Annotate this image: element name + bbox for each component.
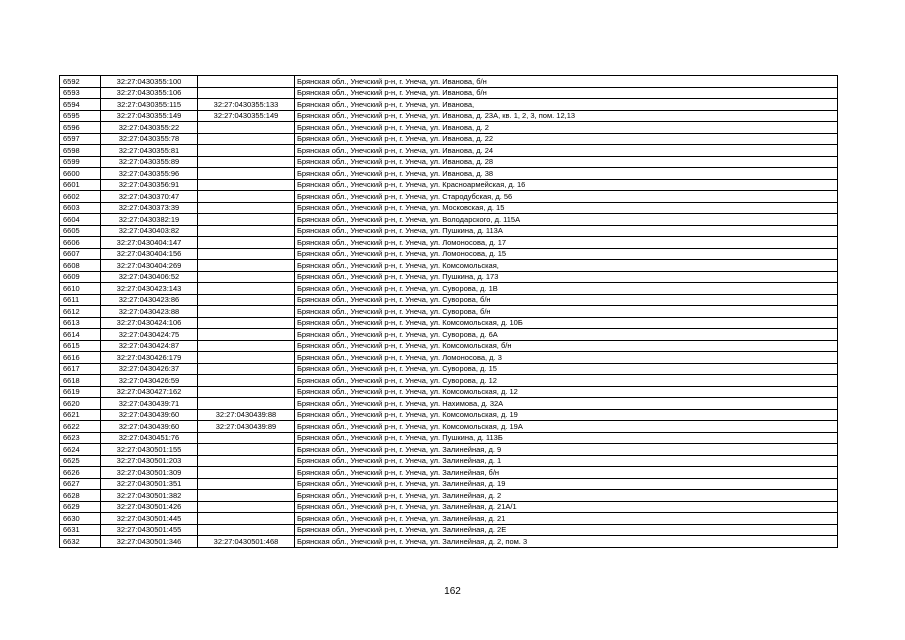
table-row (60, 179, 838, 191)
table-row (60, 329, 838, 341)
address-cell: Брянская обл., Унечский р-н, г. Унеча, ул. Суворова, д. 15 (295, 363, 838, 375)
address-cell: Брянская обл., Унечский р-н, г. Унеча, ул. Ломоносова, д. 17 (295, 237, 838, 249)
row-number-cell: 6593 (60, 87, 101, 99)
address-cell: Брянская обл., Унечский р-н, г. Унеча, ул. Иванова, б/н (295, 76, 838, 88)
previous-cadastral-number-cell (198, 478, 295, 490)
address-cell: Брянская обл., Унечский р-н, г. Унеча, ул. Нахимова, д. 32А (295, 398, 838, 410)
row-number-cell: 6604 (60, 214, 101, 226)
address-cell: Брянская обл., Унечский р-н, г. Унеча, ул. Комсомольская, б/н (295, 340, 838, 352)
cadastral-number-cell: 32:27:0430424:87 (101, 340, 198, 352)
previous-cadastral-number-cell (198, 524, 295, 536)
table-row (60, 294, 838, 306)
table-row (60, 202, 838, 214)
address-cell: Брянская обл., Унечский р-н, г. Унеча, ул. Залинейная, д. 9 (295, 444, 838, 456)
table-row (60, 524, 838, 536)
address-cell: Брянская обл., Унечский р-н, г. Унеча, ул. Залинейная, д. 2 (295, 490, 838, 502)
table-row (60, 237, 838, 249)
row-number-cell: 6608 (60, 260, 101, 272)
previous-cadastral-number-cell (198, 87, 295, 99)
previous-cadastral-number-cell (198, 145, 295, 157)
previous-cadastral-number-cell (198, 168, 295, 180)
cadastral-number-cell: 32:27:0430355:96 (101, 168, 198, 180)
table-row (60, 375, 838, 387)
previous-cadastral-number-cell (198, 271, 295, 283)
row-number-cell: 6610 (60, 283, 101, 295)
row-number-cell: 6632 (60, 536, 101, 548)
registry-table (59, 75, 838, 548)
table-row (60, 110, 838, 122)
cadastral-number-cell: 32:27:0430355:81 (101, 145, 198, 157)
cadastral-number-cell: 32:27:0430355:89 (101, 156, 198, 168)
previous-cadastral-number-cell (198, 317, 295, 329)
cadastral-number-cell: 32:27:0430439:71 (101, 398, 198, 410)
previous-cadastral-number-cell (198, 214, 295, 226)
row-number-cell: 6601 (60, 179, 101, 191)
row-number-cell: 6599 (60, 156, 101, 168)
previous-cadastral-number-cell (198, 294, 295, 306)
row-number-cell: 6629 (60, 501, 101, 513)
table-row (60, 271, 838, 283)
table-row (60, 432, 838, 444)
table-row (60, 352, 838, 364)
cadastral-number-cell: 32:27:0430501:445 (101, 513, 198, 525)
address-cell: Брянская обл., Унечский р-н, г. Унеча, ул. Иванова, б/н (295, 87, 838, 99)
address-cell: Брянская обл., Унечский р-н, г. Унеча, ул. Комсомольская, (295, 260, 838, 272)
cadastral-number-cell: 32:27:0430451:76 (101, 432, 198, 444)
cadastral-number-cell: 32:27:0430373:39 (101, 202, 198, 214)
cadastral-number-cell: 32:27:0430501:426 (101, 501, 198, 513)
table-row (60, 191, 838, 203)
previous-cadastral-number-cell (198, 156, 295, 168)
address-cell: Брянская обл., Унечский р-н, г. Унеча, ул. Суворова, б/н (295, 306, 838, 318)
address-cell: Брянская обл., Унечский р-н, г. Унеча, ул. Иванова, д. 2 (295, 122, 838, 134)
cadastral-number-cell: 32:27:0430439:60 (101, 421, 198, 433)
row-number-cell: 6623 (60, 432, 101, 444)
row-number-cell: 6618 (60, 375, 101, 387)
row-number-cell: 6622 (60, 421, 101, 433)
previous-cadastral-number-cell (198, 76, 295, 88)
row-number-cell: 6612 (60, 306, 101, 318)
cadastral-number-cell: 32:27:0430404:156 (101, 248, 198, 260)
previous-cadastral-number-cell (198, 444, 295, 456)
address-cell: Брянская обл., Унечский р-н, г. Унеча, ул. Ломоносова, д. 15 (295, 248, 838, 260)
row-number-cell: 6617 (60, 363, 101, 375)
table-row (60, 306, 838, 318)
address-cell: Брянская обл., Унечский р-н, г. Унеча, ул. Пушкина, д. 173 (295, 271, 838, 283)
address-cell: Брянская обл., Унечский р-н, г. Унеча, ул. Залинейная, д. 1 (295, 455, 838, 467)
previous-cadastral-number-cell (198, 237, 295, 249)
address-cell: Брянская обл., Унечский р-н, г. Унеча, ул. Залинейная, д. 21А/1 (295, 501, 838, 513)
row-number-cell: 6603 (60, 202, 101, 214)
cadastral-number-cell: 32:27:0430355:22 (101, 122, 198, 134)
cadastral-number-cell: 32:27:0430355:78 (101, 133, 198, 145)
row-number-cell: 6615 (60, 340, 101, 352)
table-row (60, 501, 838, 513)
cadastral-number-cell: 32:27:0430423:143 (101, 283, 198, 295)
address-cell: Брянская обл., Унечский р-н, г. Унеча, ул. Ломоносова, д. 3 (295, 352, 838, 364)
table-row (60, 513, 838, 525)
address-cell: Брянская обл., Унечский р-н, г. Унеча, ул. Иванова, д. 23А, кв. 1, 2, 3, пом. 12,13 (295, 110, 838, 122)
row-number-cell: 6628 (60, 490, 101, 502)
row-number-cell: 6621 (60, 409, 101, 421)
address-cell: Брянская обл., Унечский р-н, г. Унеча, ул. Залинейная, д. 2, пом. 3 (295, 536, 838, 548)
address-cell: Брянская обл., Унечский р-н, г. Унеча, ул. Комсомольская, д. 19А (295, 421, 838, 433)
cadastral-number-cell: 32:27:0430404:147 (101, 237, 198, 249)
previous-cadastral-number-cell (198, 329, 295, 341)
row-number-cell: 6606 (60, 237, 101, 249)
address-cell: Брянская обл., Унечский р-н, г. Унеча, ул. Комсомольская, д. 19 (295, 409, 838, 421)
address-cell: Брянская обл., Унечский р-н, г. Унеча, ул. Московская, д. 15 (295, 202, 838, 214)
address-cell: Брянская обл., Унечский р-н, г. Унеча, ул. Володарского, д. 115А (295, 214, 838, 226)
previous-cadastral-number-cell (198, 283, 295, 295)
address-cell: Брянская обл., Унечский р-н, г. Унеча, ул. Пушкина, д. 113Б (295, 432, 838, 444)
previous-cadastral-number-cell: 32:27:0430439:89 (198, 421, 295, 433)
table-row (60, 340, 838, 352)
address-cell: Брянская обл., Унечский р-н, г. Унеча, ул. Иванова, д. 28 (295, 156, 838, 168)
previous-cadastral-number-cell (198, 133, 295, 145)
previous-cadastral-number-cell (198, 248, 295, 260)
cadastral-number-cell: 32:27:0430427:162 (101, 386, 198, 398)
cadastral-number-cell: 32:27:0430355:149 (101, 110, 198, 122)
table-row (60, 214, 838, 226)
cadastral-number-cell: 32:27:0430424:106 (101, 317, 198, 329)
row-number-cell: 6595 (60, 110, 101, 122)
cadastral-number-cell: 32:27:0430424:75 (101, 329, 198, 341)
cadastral-number-cell: 32:27:0430426:59 (101, 375, 198, 387)
address-cell: Брянская обл., Унечский р-н, г. Унеча, ул. Иванова, (295, 99, 838, 111)
table-row (60, 122, 838, 134)
table-row (60, 99, 838, 111)
address-cell: Брянская обл., Унечский р-н, г. Унеча, ул. Суворова, д. 6А (295, 329, 838, 341)
previous-cadastral-number-cell (198, 455, 295, 467)
previous-cadastral-number-cell: 32:27:0430501:468 (198, 536, 295, 548)
table-row (60, 133, 838, 145)
row-number-cell: 6624 (60, 444, 101, 456)
cadastral-number-cell: 32:27:0430501:309 (101, 467, 198, 479)
address-cell: Брянская обл., Унечский р-н, г. Унеча, ул. Комсомольская, д. 10Б (295, 317, 838, 329)
row-number-cell: 6614 (60, 329, 101, 341)
row-number-cell: 6600 (60, 168, 101, 180)
address-cell: Брянская обл., Унечский р-н, г. Унеча, ул. Иванова, д. 38 (295, 168, 838, 180)
address-cell: Брянская обл., Унечский р-н, г. Унеча, ул. Залинейная, д. 21 (295, 513, 838, 525)
previous-cadastral-number-cell (198, 467, 295, 479)
address-cell: Брянская обл., Унечский р-н, г. Унеча, ул. Комсомольская, д. 12 (295, 386, 838, 398)
previous-cadastral-number-cell (198, 513, 295, 525)
previous-cadastral-number-cell (198, 363, 295, 375)
cadastral-number-cell: 32:27:0430423:88 (101, 306, 198, 318)
page-number: 162 (444, 586, 461, 597)
row-number-cell: 6627 (60, 478, 101, 490)
address-cell: Брянская обл., Унечский р-н, г. Унеча, ул. Суворова, б/н (295, 294, 838, 306)
cadastral-number-cell: 32:27:0430382:19 (101, 214, 198, 226)
table-row (60, 76, 838, 88)
row-number-cell: 6613 (60, 317, 101, 329)
previous-cadastral-number-cell (198, 122, 295, 134)
table-row (60, 317, 838, 329)
row-number-cell: 6607 (60, 248, 101, 260)
previous-cadastral-number-cell (198, 306, 295, 318)
row-number-cell: 6631 (60, 524, 101, 536)
previous-cadastral-number-cell (198, 398, 295, 410)
address-cell: Брянская обл., Унечский р-н, г. Унеча, ул. Суворова, д. 1В (295, 283, 838, 295)
previous-cadastral-number-cell: 32:27:0430439:88 (198, 409, 295, 421)
address-cell: Брянская обл., Унечский р-н, г. Унеча, ул. Залинейная, д. 2Е (295, 524, 838, 536)
cadastral-number-cell: 32:27:0430404:269 (101, 260, 198, 272)
cadastral-number-cell: 32:27:0430439:60 (101, 409, 198, 421)
cadastral-number-cell: 32:27:0430426:37 (101, 363, 198, 375)
table-row (60, 87, 838, 99)
previous-cadastral-number-cell (198, 386, 295, 398)
table-row (60, 156, 838, 168)
table-row (60, 409, 838, 421)
cadastral-number-cell: 32:27:0430501:346 (101, 536, 198, 548)
registry-table-body (60, 76, 838, 548)
address-cell: Брянская обл., Унечский р-н, г. Унеча, ул. Иванова, д. 24 (295, 145, 838, 157)
row-number-cell: 6619 (60, 386, 101, 398)
cadastral-number-cell: 32:27:0430423:86 (101, 294, 198, 306)
address-cell: Брянская обл., Унечский р-н, г. Унеча, ул. Иванова, д. 22 (295, 133, 838, 145)
cadastral-number-cell: 32:27:0430501:455 (101, 524, 198, 536)
table-row (60, 421, 838, 433)
cadastral-number-cell: 32:27:0430501:351 (101, 478, 198, 490)
row-number-cell: 6609 (60, 271, 101, 283)
previous-cadastral-number-cell (198, 191, 295, 203)
address-cell: Брянская обл., Унечский р-н, г. Унеча, ул. Залинейная, б/н (295, 467, 838, 479)
previous-cadastral-number-cell (198, 225, 295, 237)
row-number-cell: 6626 (60, 467, 101, 479)
table-row (60, 490, 838, 502)
row-number-cell: 6616 (60, 352, 101, 364)
previous-cadastral-number-cell (198, 260, 295, 272)
previous-cadastral-number-cell (198, 432, 295, 444)
address-cell: Брянская обл., Унечский р-н, г. Унеча, ул. Стародубская, д. 56 (295, 191, 838, 203)
table-row (60, 536, 838, 548)
row-number-cell: 6625 (60, 455, 101, 467)
table-row (60, 386, 838, 398)
row-number-cell: 6598 (60, 145, 101, 157)
table-row (60, 168, 838, 180)
previous-cadastral-number-cell: 32:27:0430355:149 (198, 110, 295, 122)
table-row (60, 283, 838, 295)
cadastral-number-cell: 32:27:0430406:52 (101, 271, 198, 283)
table-row (60, 455, 838, 467)
cadastral-number-cell: 32:27:0430501:382 (101, 490, 198, 502)
row-number-cell: 6596 (60, 122, 101, 134)
cadastral-number-cell: 32:27:0430356:91 (101, 179, 198, 191)
row-number-cell: 6602 (60, 191, 101, 203)
row-number-cell: 6592 (60, 76, 101, 88)
row-number-cell: 6597 (60, 133, 101, 145)
cadastral-number-cell: 32:27:0430355:106 (101, 87, 198, 99)
previous-cadastral-number-cell (198, 202, 295, 214)
cadastral-number-cell: 32:27:0430426:179 (101, 352, 198, 364)
previous-cadastral-number-cell (198, 340, 295, 352)
table-row (60, 398, 838, 410)
row-number-cell: 6620 (60, 398, 101, 410)
cadastral-number-cell: 32:27:0430501:203 (101, 455, 198, 467)
previous-cadastral-number-cell (198, 490, 295, 502)
row-number-cell: 6594 (60, 99, 101, 111)
address-cell: Брянская обл., Унечский р-н, г. Унеча, ул. Пушкина, д. 113А (295, 225, 838, 237)
previous-cadastral-number-cell (198, 352, 295, 364)
table-row (60, 260, 838, 272)
row-number-cell: 6611 (60, 294, 101, 306)
cadastral-number-cell: 32:27:0430355:100 (101, 76, 198, 88)
address-cell: Брянская обл., Унечский р-н, г. Унеча, ул. Залинейная, д. 19 (295, 478, 838, 490)
cadastral-number-cell: 32:27:0430403:82 (101, 225, 198, 237)
table-row (60, 225, 838, 237)
table-row (60, 363, 838, 375)
previous-cadastral-number-cell (198, 501, 295, 513)
previous-cadastral-number-cell (198, 179, 295, 191)
table-row (60, 145, 838, 157)
cadastral-number-cell: 32:27:0430370:47 (101, 191, 198, 203)
address-cell: Брянская обл., Унечский р-н, г. Унеча, ул. Красноармейская, д. 16 (295, 179, 838, 191)
table-row (60, 467, 838, 479)
previous-cadastral-number-cell: 32:27:0430355:133 (198, 99, 295, 111)
row-number-cell: 6630 (60, 513, 101, 525)
address-cell: Брянская обл., Унечский р-н, г. Унеча, ул. Суворова, д. 12 (295, 375, 838, 387)
table-row (60, 248, 838, 260)
table-row (60, 444, 838, 456)
cadastral-number-cell: 32:27:0430501:155 (101, 444, 198, 456)
row-number-cell: 6605 (60, 225, 101, 237)
cadastral-number-cell: 32:27:0430355:115 (101, 99, 198, 111)
previous-cadastral-number-cell (198, 375, 295, 387)
table-row (60, 478, 838, 490)
